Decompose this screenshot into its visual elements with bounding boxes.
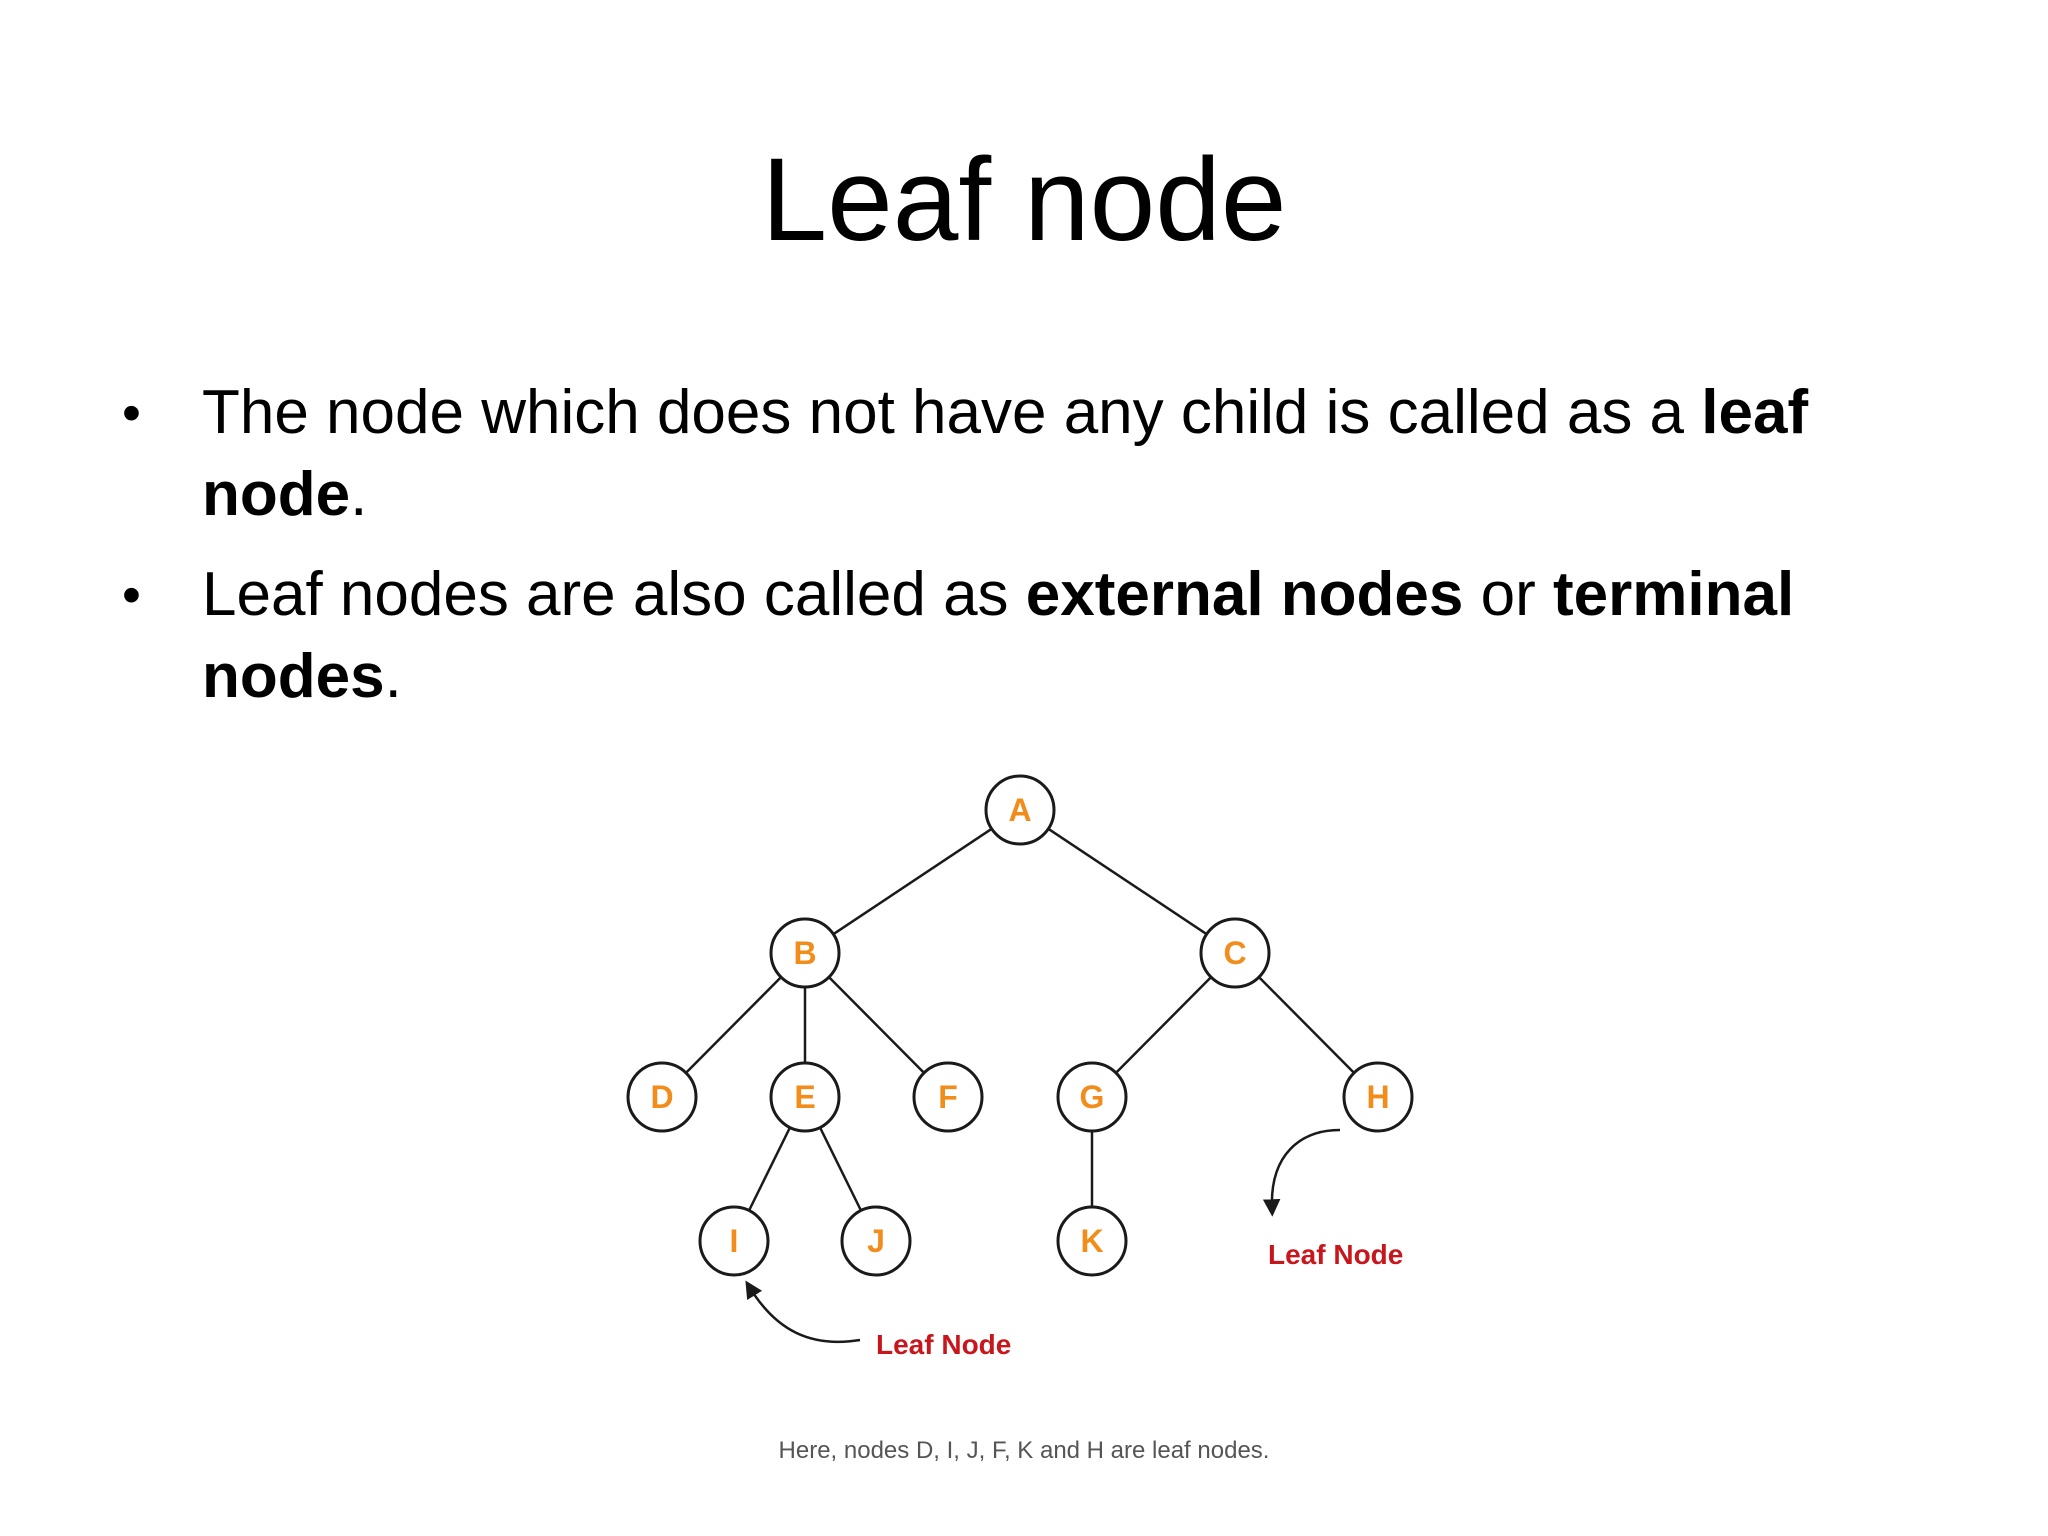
tree-node-d — [628, 1063, 696, 1131]
tree-node-f — [914, 1063, 982, 1131]
arrow-to-h-label — [1272, 1130, 1340, 1208]
node-label: H — [1366, 1079, 1390, 1115]
edge-c-h — [1259, 977, 1354, 1073]
tree-node-e — [771, 1063, 839, 1131]
arrow-to-i-node — [750, 1288, 860, 1342]
node-label: K — [1080, 1223, 1104, 1259]
tree-node-b — [771, 919, 839, 987]
edge-a-b — [833, 829, 991, 934]
tree-node-k — [1058, 1207, 1126, 1275]
node-label: B — [793, 935, 817, 971]
bullet-text: . — [384, 642, 402, 711]
bullet-item — [120, 372, 1860, 536]
edge-a-c — [1048, 829, 1206, 934]
node-label: C — [1223, 935, 1247, 971]
bullet-text: or — [1463, 560, 1553, 629]
edge-b-f — [829, 977, 924, 1073]
nodes-layer — [628, 776, 1412, 1275]
node-label: E — [794, 1079, 816, 1115]
edge-e-i — [749, 1127, 790, 1210]
tree-node-h — [1344, 1063, 1412, 1131]
edge-c-g — [1116, 977, 1211, 1073]
edge-b-d — [686, 977, 781, 1073]
edges-layer — [686, 829, 1354, 1211]
bullet-list — [120, 372, 1860, 736]
edge-e-j — [820, 1127, 861, 1210]
bullet-emphasis: external nodes — [1025, 560, 1464, 629]
diagram-caption: Here, nodes D, I, J, F, K and H are leaf nodes. — [778, 1437, 1270, 1464]
bullet-emphasis: leaf node — [202, 378, 1809, 529]
node-label: A — [1008, 792, 1032, 828]
bullet-text: The node which does not have any child is called as a — [202, 378, 1702, 447]
node-label: G — [1079, 1079, 1105, 1115]
node-label: J — [867, 1223, 885, 1259]
tree-node-g — [1058, 1063, 1126, 1131]
tree-node-i — [700, 1207, 768, 1275]
bullet-item — [120, 554, 1860, 718]
node-label: F — [938, 1079, 958, 1115]
slide-title: Leaf node — [761, 134, 1287, 266]
tree-node-a — [986, 776, 1054, 844]
tree-diagram — [600, 760, 1480, 1500]
bullet-emphasis: terminal nodes — [202, 560, 1795, 711]
node-label: I — [729, 1223, 739, 1259]
bullet-text: Leaf nodes are also called as — [202, 560, 1026, 629]
node-label: D — [650, 1079, 674, 1115]
leaf-node-label-left: Leaf Node — [876, 1329, 1012, 1360]
tree-node-j — [842, 1207, 910, 1275]
leaf-node-label-right: Leaf Node — [1268, 1239, 1404, 1270]
bullet-dot: • — [122, 565, 141, 625]
bullet-dot: • — [122, 383, 141, 443]
tree-node-c — [1201, 919, 1269, 987]
bullet-text: . — [350, 460, 368, 529]
